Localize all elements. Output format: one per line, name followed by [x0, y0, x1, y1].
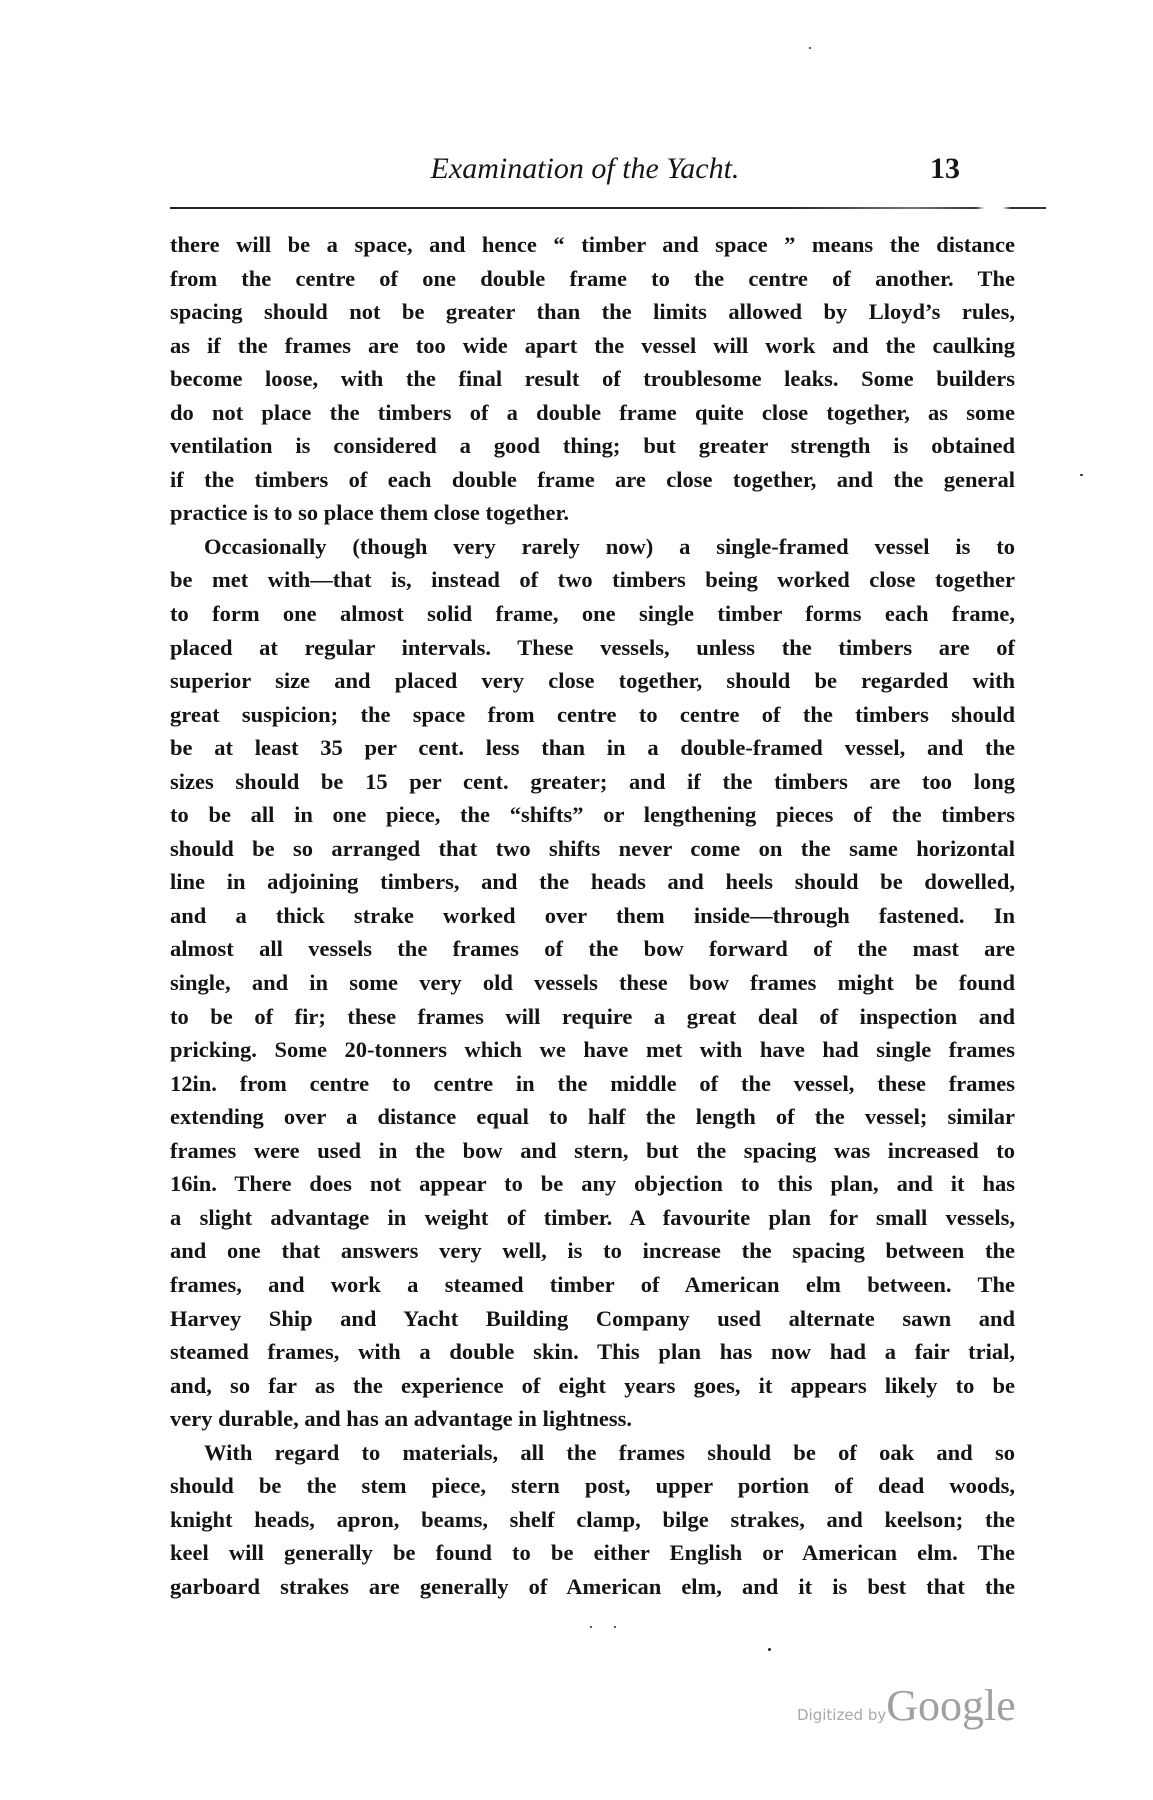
- text-line: great suspicion; the space from centre to centre of the timbers should: [170, 701, 1015, 727]
- text-line: ventilation is considered a good thing; but greater strength is obtained: [170, 433, 1015, 459]
- scan-speck: [590, 1626, 592, 1628]
- text-line: be at least 35 per cent. less than in a double-framed vessel, and the: [170, 735, 1015, 761]
- text-line: be met with—that is, instead of two timbers being worked close together: [170, 567, 1015, 593]
- text-line: steamed frames, with a double skin. This plan has now had a fair trial,: [170, 1339, 1015, 1365]
- text-line: extending over a distance equal to half the length of the vessel; similar: [170, 1104, 1015, 1130]
- text-line: almost all vessels the frames of the bow forward of the mast are: [170, 936, 1015, 962]
- scan-speck: [614, 1626, 616, 1628]
- text-line: a slight advantage in weight of timber. A favourite plan for small vessels,: [170, 1204, 1015, 1230]
- scan-speck: [809, 47, 811, 49]
- digitized-by-google-watermark: [797, 1680, 1016, 1731]
- text-line: do not place the timbers of a double frame quite close together, as some: [170, 399, 1015, 425]
- text-line: keel will generally be found to be either English or American elm. The: [170, 1540, 1015, 1566]
- text-line: single, and in some very old vessels these bow frames might be found: [170, 970, 1015, 996]
- text-line: spacing should not be greater than the limits allowed by Lloyd’s rules,: [170, 299, 1015, 325]
- scan-speck: [768, 1648, 771, 1651]
- text-line: sizes should be 15 per cent. greater; and if the timbers are too long: [170, 768, 1015, 794]
- text-line: superior size and placed very close together, should be regarded with: [170, 668, 1015, 694]
- text-line: very durable, and has an advantage in lightness.: [170, 1406, 632, 1432]
- body-text: [170, 228, 1015, 1603]
- text-line: knight heads, apron, beams, shelf clamp, bilge strakes, and keelson; the: [170, 1506, 1015, 1532]
- text-line: With regard to materials, all the frames should be of oak and so: [204, 1439, 1015, 1465]
- text-line: and one that answers very well, is to increase the spacing between the: [170, 1238, 1015, 1264]
- text-line: and a thick strake worked over them inside—through fastened. In: [170, 902, 1015, 928]
- running-header-title: Examination of the Yacht.: [430, 152, 740, 185]
- text-line: from the centre of one double frame to the centre of another. The: [170, 265, 1015, 291]
- text-line: if the timbers of each double frame are close together, and the general: [170, 466, 1015, 492]
- text-line: there will be a space, and hence “ timber and space ” means the distance: [170, 232, 1015, 257]
- text-line: as if the frames are too wide apart the vessel will work and the caulking: [170, 332, 1015, 358]
- text-line: to be all in one piece, the “shifts” or lengthening pieces of the timbers: [170, 802, 1015, 828]
- text-line: pricking. Some 20-tonners which we have met with have had single frames: [170, 1037, 1015, 1063]
- text-line: line in adjoining timbers, and the heads and heels should be dowelled,: [170, 869, 1015, 895]
- text-line: 12in. from centre to centre in the middle of the vessel, these frames: [170, 1070, 1015, 1096]
- text-line: garboard strakes are generally of American elm, and it is best that the: [170, 1573, 1015, 1599]
- text-line: frames, and work a steamed timber of American elm between. The: [170, 1271, 1015, 1297]
- text-line: to be of fir; these frames will require a great deal of inspection and: [170, 1003, 1015, 1029]
- text-line: 16in. There does not appear to be any objection to this plan, and it has: [170, 1171, 1015, 1197]
- page-number: 13: [930, 152, 960, 185]
- text-line: to form one almost solid frame, one single timber forms each frame,: [170, 601, 1015, 627]
- watermark-brand: Google: [886, 1681, 1016, 1730]
- text-line: practice is to so place them close together.: [170, 500, 570, 526]
- text-line: should be so arranged that two shifts never come on the same horizontal: [170, 835, 1015, 861]
- header-rule: [170, 207, 1046, 209]
- text-line: Occasionally (though very rarely now) a single-framed vessel is to: [204, 533, 1015, 559]
- text-line: placed at regular intervals. These vessels, unless the timbers are of: [170, 634, 1015, 660]
- scan-speck: [1080, 474, 1083, 476]
- text-line: should be the stem piece, stern post, upper portion of dead woods,: [170, 1473, 1015, 1499]
- text-line: frames were used in the bow and stern, but the spacing was increased to: [170, 1137, 1015, 1163]
- watermark-prefix: Digitized by: [797, 1706, 887, 1724]
- text-line: become loose, with the final result of troublesome leaks. Some builders: [170, 366, 1015, 392]
- text-line: Harvey Ship and Yacht Building Company used alternate sawn and: [170, 1305, 1015, 1331]
- text-line: and, so far as the experience of eight years goes, it appears likely to be: [170, 1372, 1015, 1398]
